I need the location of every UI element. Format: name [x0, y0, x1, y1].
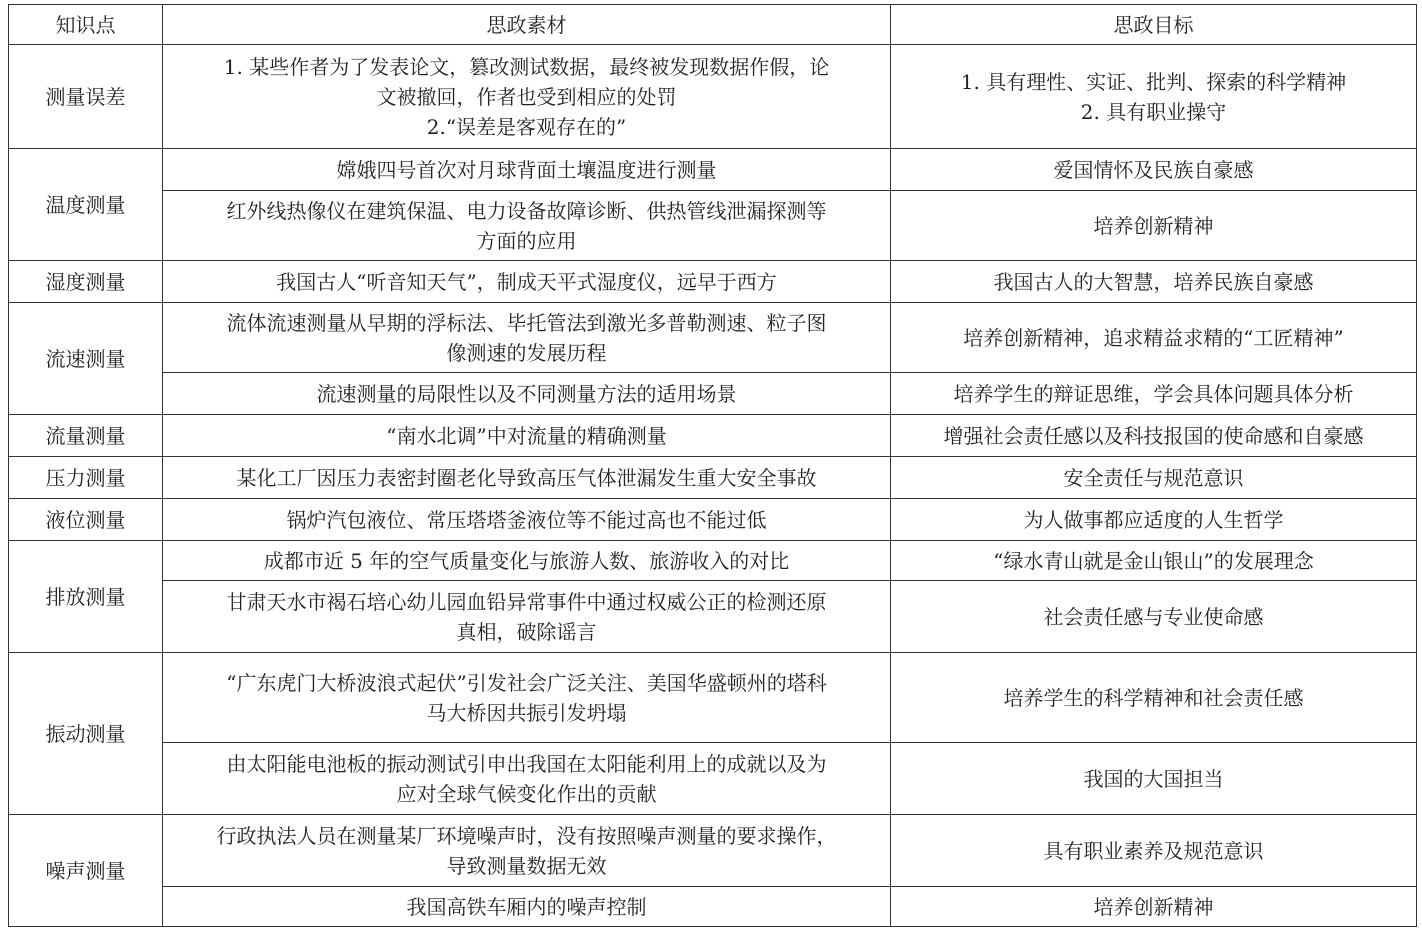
- table-row: [9, 581, 1417, 653]
- goal-line: 培养创新精神，追求精益求精的“工匠精神”: [963, 325, 1344, 350]
- goal-line: 我国古人的大智慧，培养民族自豪感: [993, 269, 1314, 294]
- goal-cell: [891, 415, 1417, 457]
- table-row: [9, 499, 1417, 541]
- material-line: 方面的应用: [476, 228, 577, 253]
- material-line: 锅炉汽包液位、常压塔塔釜液位等不能过高也不能过低: [286, 507, 767, 532]
- table-row: [9, 653, 1417, 743]
- table-row: [9, 261, 1417, 303]
- goal-cell: [891, 887, 1417, 927]
- goal-cell: [891, 45, 1417, 149]
- material-line: 真相，破除谣言: [456, 619, 597, 644]
- goal-line: “绿水青山就是金山银山”的发展理念: [993, 548, 1314, 573]
- knowledge-point-cell: 噪声测量: [9, 815, 163, 927]
- goal-line: 我国的大国担当: [1083, 766, 1224, 791]
- knowledge-point-cell: 测量误差: [9, 45, 163, 149]
- material-cell: [163, 191, 891, 261]
- goal-cell: [891, 261, 1417, 303]
- ideological-education-table: [8, 4, 1417, 927]
- knowledge-point-cell: 湿度测量: [9, 261, 163, 303]
- knowledge-point-cell: 流速测量: [9, 303, 163, 415]
- table-row: [9, 887, 1417, 927]
- goal-line: 安全责任与规范意识: [1063, 465, 1244, 490]
- knowledge-point-cell: 温度测量: [9, 149, 163, 261]
- table-row: [9, 743, 1417, 815]
- material-cell: [163, 45, 891, 149]
- material-line: 2.“误差是客观存在的”: [426, 114, 627, 139]
- material-line: 行政执法人员在测量某厂环境噪声时，没有按照噪声测量的要求操作，: [216, 823, 837, 848]
- material-cell: [163, 653, 891, 743]
- material-cell: [163, 149, 891, 191]
- material-line: 我国古人“听音知天气”，制成天平式湿度仪，远早于西方: [276, 269, 777, 294]
- material-line: 某化工厂因压力表密封圈老化导致高压气体泄漏发生重大安全事故: [236, 465, 817, 490]
- material-line: 流速测量的局限性以及不同测量方法的适用场景: [316, 381, 737, 406]
- material-line: 我国高铁车厢内的噪声控制: [406, 894, 647, 919]
- table-row: [9, 303, 1417, 373]
- goal-line: 具有职业素养及规范意识: [1043, 838, 1264, 863]
- material-line: 成都市近 5 年的空气质量变化与旅游人数、旅游收入的对比: [263, 548, 790, 573]
- material-line: 红外线热像仪在建筑保温、电力设备故障诊断、供热管线泄漏探测等: [226, 198, 827, 223]
- table-row: [9, 373, 1417, 415]
- goal-line: 培养学生的辩证思维，学会具体问题具体分析: [953, 381, 1354, 406]
- material-line: 由太阳能电池板的振动测试引申出我国在太阳能利用上的成就以及为: [226, 751, 827, 776]
- goal-line: 爱国情怀及民族自豪感: [1053, 157, 1254, 182]
- goal-line: 社会责任感与专业使命感: [1043, 604, 1264, 629]
- material-cell: [163, 303, 891, 373]
- goal-line: 为人做事都应适度的人生哲学: [1023, 507, 1284, 532]
- material-line: “南水北调”中对流量的精确测量: [386, 423, 667, 448]
- material-line: 像测速的发展历程: [446, 340, 607, 365]
- goal-line: 培养学生的科学精神和社会责任感: [1003, 685, 1304, 710]
- goal-line: 培养创新精神: [1093, 894, 1214, 919]
- table-row: [9, 541, 1417, 581]
- goal-cell: [891, 373, 1417, 415]
- material-line: 1. 某些作者为了发表论文，篡改测试数据，最终被发现数据作假，论: [223, 54, 830, 79]
- goal-cell: [891, 581, 1417, 653]
- table-row: [9, 149, 1417, 191]
- goal-line: 增强社会责任感以及科技报国的使命感和自豪感: [943, 423, 1364, 448]
- knowledge-point-cell: 压力测量: [9, 457, 163, 499]
- header-knowledge-point: 知识点: [9, 5, 163, 45]
- material-line: “广东虎门大桥波浪式起伏”引发社会广泛关注、美国华盛顿州的塔科: [226, 670, 827, 695]
- knowledge-point-cell: 振动测量: [9, 653, 163, 815]
- material-cell: [163, 887, 891, 927]
- knowledge-point-cell: 排放测量: [9, 541, 163, 653]
- material-cell: [163, 415, 891, 457]
- material-line: 文被撤回，作者也受到相应的处罚: [376, 84, 677, 109]
- goal-line: 1. 具有理性、实证、批判、探索的科学精神: [960, 69, 1347, 94]
- material-line: 马大桥因共振引发坍塌: [426, 700, 627, 725]
- goal-line: 2. 具有职业操守: [1080, 99, 1227, 124]
- material-cell: [163, 581, 891, 653]
- table-row: [9, 457, 1417, 499]
- material-cell: [163, 457, 891, 499]
- material-line: 甘肃天水市褐石培心幼儿园血铅异常事件中通过权威公正的检测还原: [226, 589, 827, 614]
- goal-cell: [891, 743, 1417, 815]
- table-row: [9, 191, 1417, 261]
- table-row: [9, 415, 1417, 457]
- material-cell: [163, 541, 891, 581]
- material-cell: [163, 373, 891, 415]
- material-cell: [163, 499, 891, 541]
- goal-cell: [891, 499, 1417, 541]
- material-cell: [163, 815, 891, 887]
- knowledge-point-cell: 流量测量: [9, 415, 163, 457]
- goal-cell: [891, 653, 1417, 743]
- goal-cell: [891, 149, 1417, 191]
- goal-cell: [891, 815, 1417, 887]
- goal-cell: [891, 303, 1417, 373]
- material-line: 应对全球气候变化作出的贡献: [396, 781, 657, 806]
- goal-cell: [891, 191, 1417, 261]
- knowledge-point-cell: 液位测量: [9, 499, 163, 541]
- header-goal: 思政目标: [891, 5, 1417, 45]
- goal-line: 培养创新精神: [1093, 213, 1214, 238]
- table-container: [8, 4, 1417, 927]
- goal-cell: [891, 541, 1417, 581]
- material-line: 嫦娥四号首次对月球背面土壤温度进行测量: [336, 157, 717, 182]
- table-row: [9, 45, 1417, 149]
- material-line: 流体流速测量从早期的浮标法、毕托管法到激光多普勒测速、粒子图: [226, 310, 827, 335]
- material-cell: [163, 743, 891, 815]
- goal-cell: [891, 457, 1417, 499]
- material-cell: [163, 261, 891, 303]
- header-material: 思政素材: [163, 5, 891, 45]
- material-line: 导致测量数据无效: [446, 853, 607, 878]
- table-row: [9, 815, 1417, 887]
- header-row: [9, 5, 1417, 45]
